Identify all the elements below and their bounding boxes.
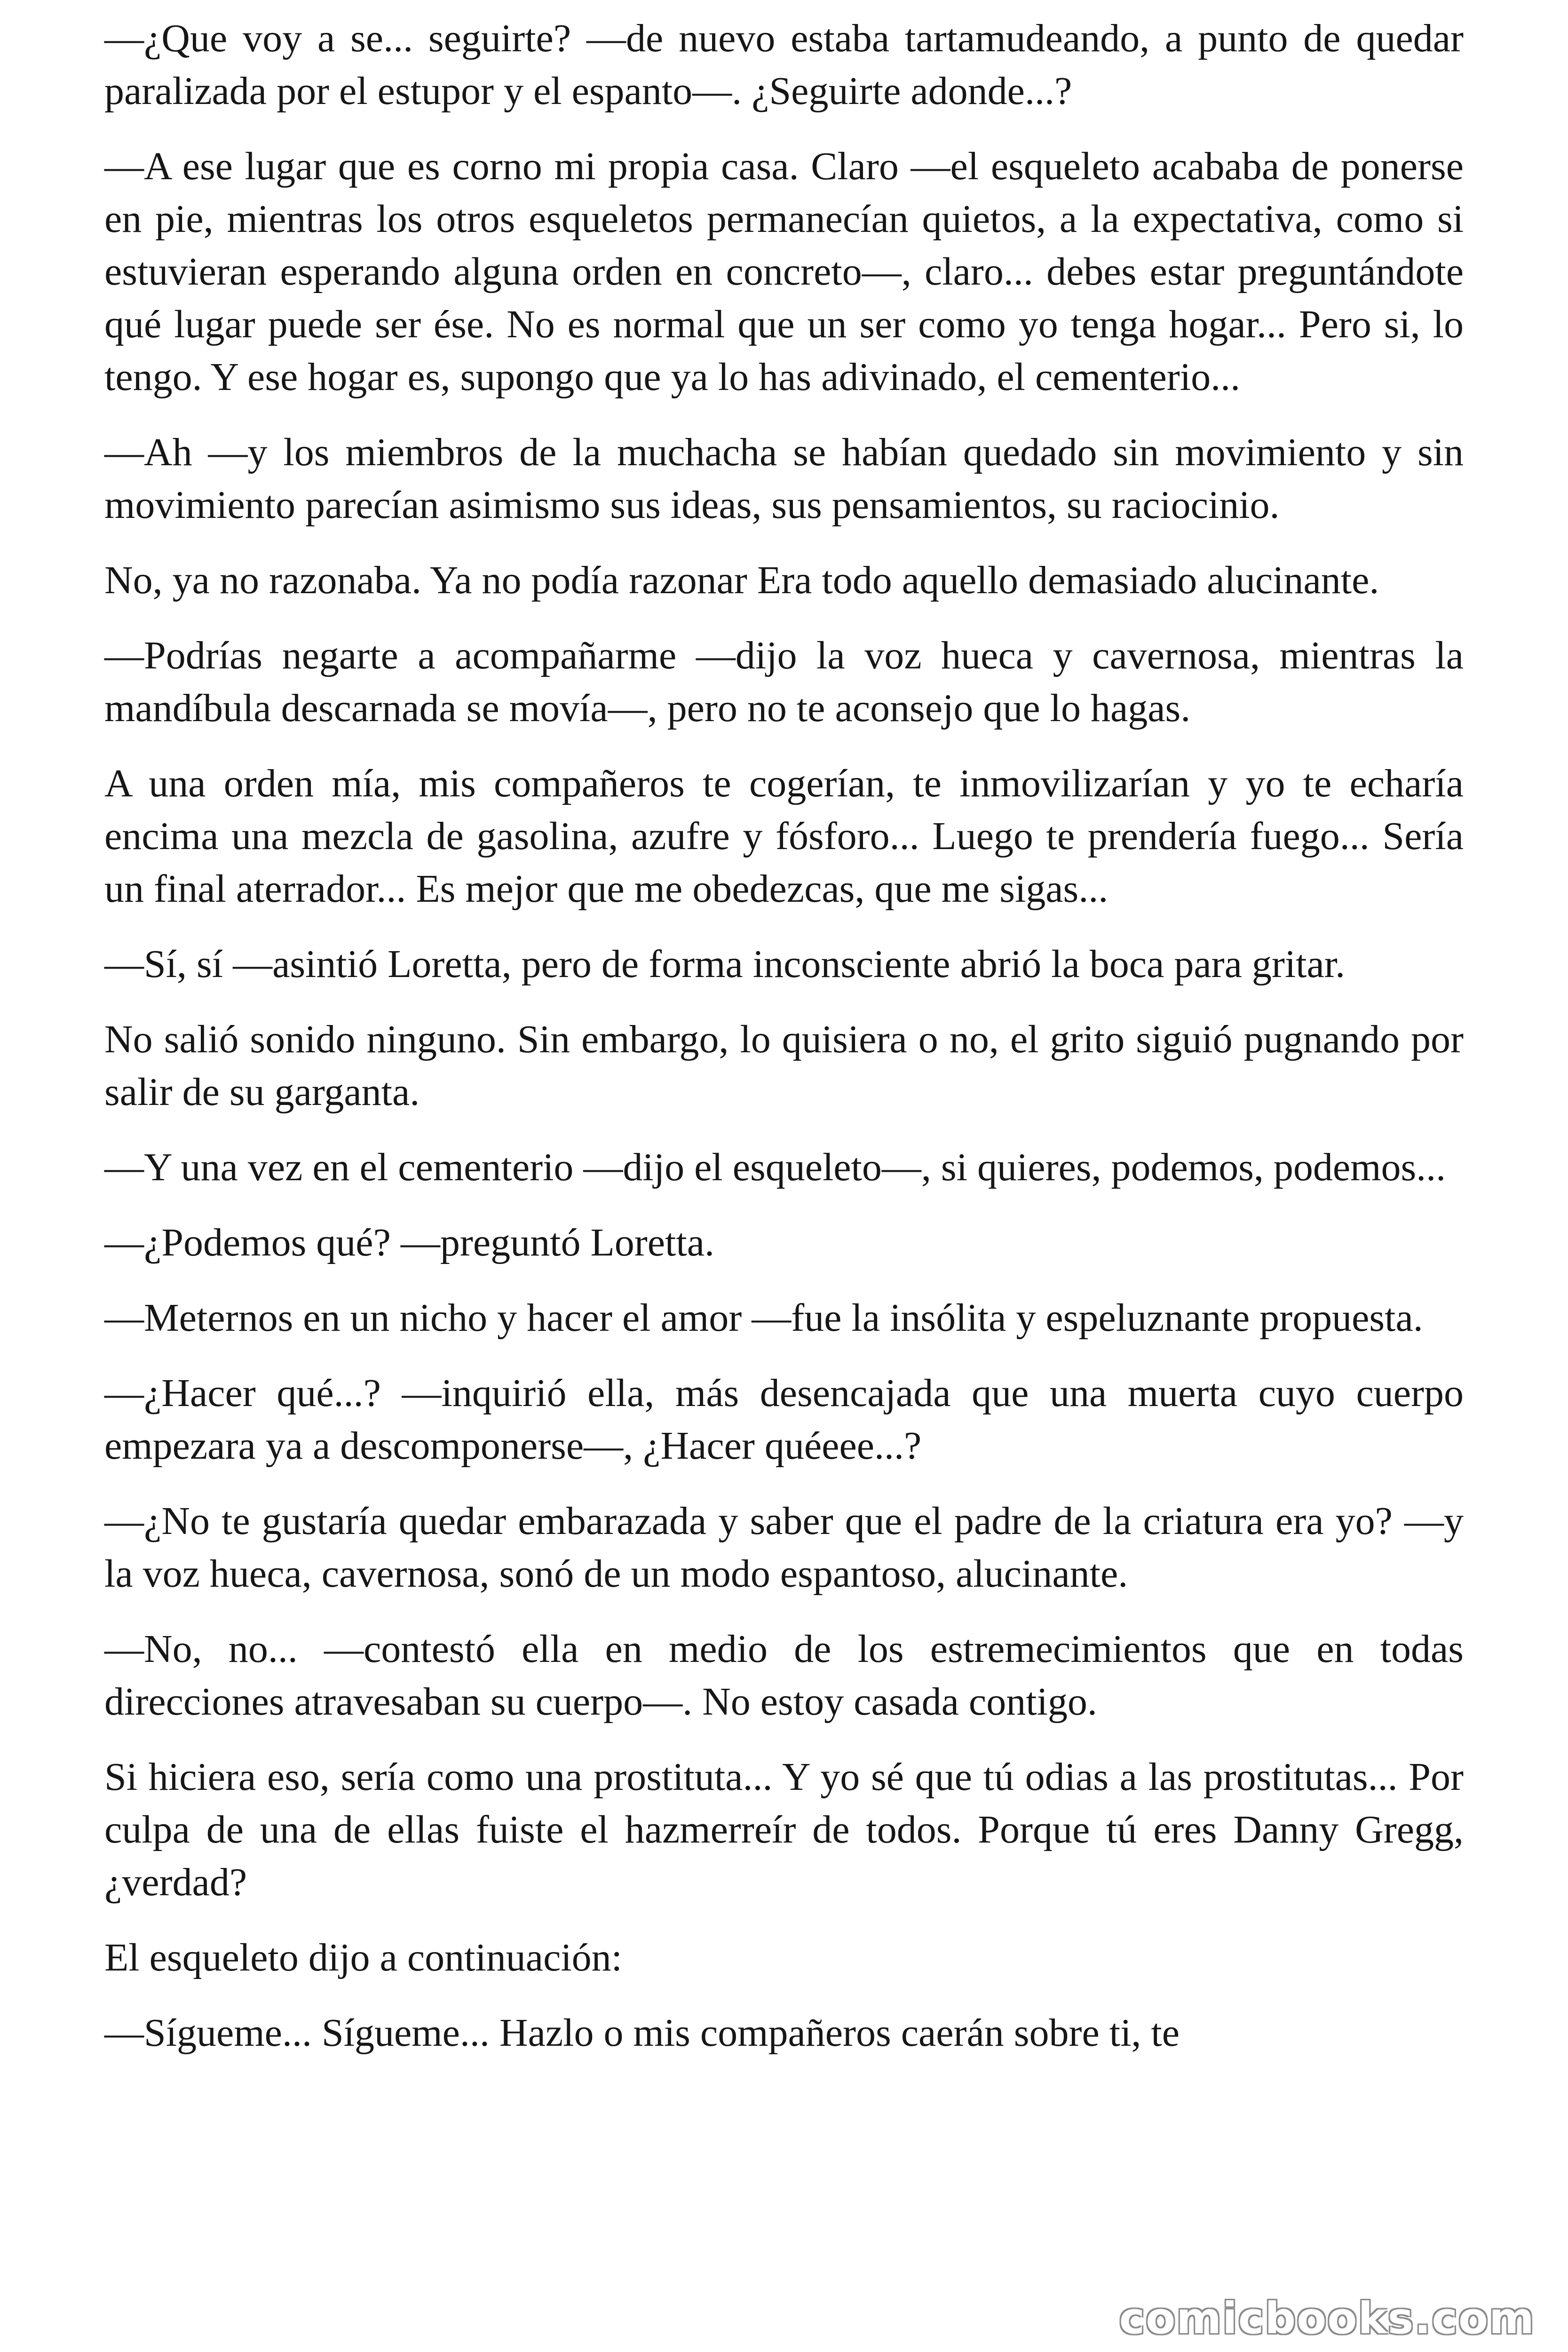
watermark: comicbooks.com [1119,2293,1535,2344]
paragraph: No salió sonido ninguno. Sin embargo, lo quisiera o no, el grito siguió pugnando por salir de su garganta. [104,1017,1464,1114]
paragraph: A una orden mía, mis compañeros te cogerían, te inmovilizarían y yo te echaría encima una mezcla de gasolina, azufre y fósforo... Luego te prendería fuego... Sería un final aterrador... Es mejor que me obedezcas, que me sigas... [104,762,1464,911]
paragraph: —No, no... —contestó ella en medio de los estremecimientos que en todas direcciones atravesaban su cuerpo—. No estoy casada contigo. [104,1627,1464,1724]
paragraph: —Podrías negarte a acompañarme —dijo la voz hueca y cavernosa, mientras la mandíbula descarnada se movía—, pero no te aconsejo que lo hagas. [104,634,1464,730]
paragraph: El esqueleto dijo a continuación: [104,1936,623,1979]
paragraph: —Ah —y los miembros de la muchacha se habían quedado sin movimiento y sin movimiento parecían asimismo sus ideas, sus pensamientos, su raciocinio. [104,430,1464,527]
paragraph: —¿No te gustaría quedar embarazada y saber que el padre de la criatura era yo? —y la voz hueca, cavernosa, sonó de un modo espantoso, alucinante. [104,1499,1464,1596]
paragraph: —¿Hacer qué...? —inquirió ella, más desencajada que una muerta cuyo cuerpo empezara ya a descomponerse—, ¿Hacer quéeee...? [104,1371,1464,1468]
paragraph: —Y una vez en el cementerio —dijo el esqueleto—, si quieres, podemos, podemos... [104,1145,1446,1189]
paragraph: No, ya no razonaba. Ya no podía razonar Era todo aquello demasiado alucinante. [104,558,1379,602]
paragraph: —Sí, sí —asintió Loretta, pero de forma inconsciente abrió la boca para gritar. [104,942,1346,986]
paragraph: —¿Que voy a se... seguirte? —de nuevo estaba tartamudeando, a punto de quedar paralizada por el estupor y el espanto—. ¿Seguirte adonde...? [104,16,1464,113]
paragraph: —Sígueme... Sígueme... Hazlo o mis compañeros caerán sobre ti, te [104,2011,1180,2055]
paragraph: —¿Podemos qué? —preguntó Loretta. [104,1221,714,1264]
page-text [104,12,1464,2082]
paragraph: Si hiciera eso, sería como una prostituta... Y yo sé que tú odias a las prostitutas... Por culpa de una de ellas fuiste el hazmerreír de todos. Porque tú eres Danny Gregg, ¿verdad? [104,1755,1464,1904]
paragraph: —A ese lugar que es corno mi propia casa. Claro —el esqueleto acababa de ponerse en pie, mientras los otros esqueletos permanecían quietos, a la expectativa, como si estuvieran esperando alguna orden en concreto—, claro... debes estar preguntándote qué lugar puede ser ése. No es normal que un ser como yo tenga hogar... Pero si, lo tengo. Y ese hogar es, supongo que ya lo has adivinado, el cementerio... [104,144,1464,399]
paragraph: —Meternos en un nicho y hacer el amor —fue la insólita y espeluznante propuesta. [104,1296,1423,1340]
